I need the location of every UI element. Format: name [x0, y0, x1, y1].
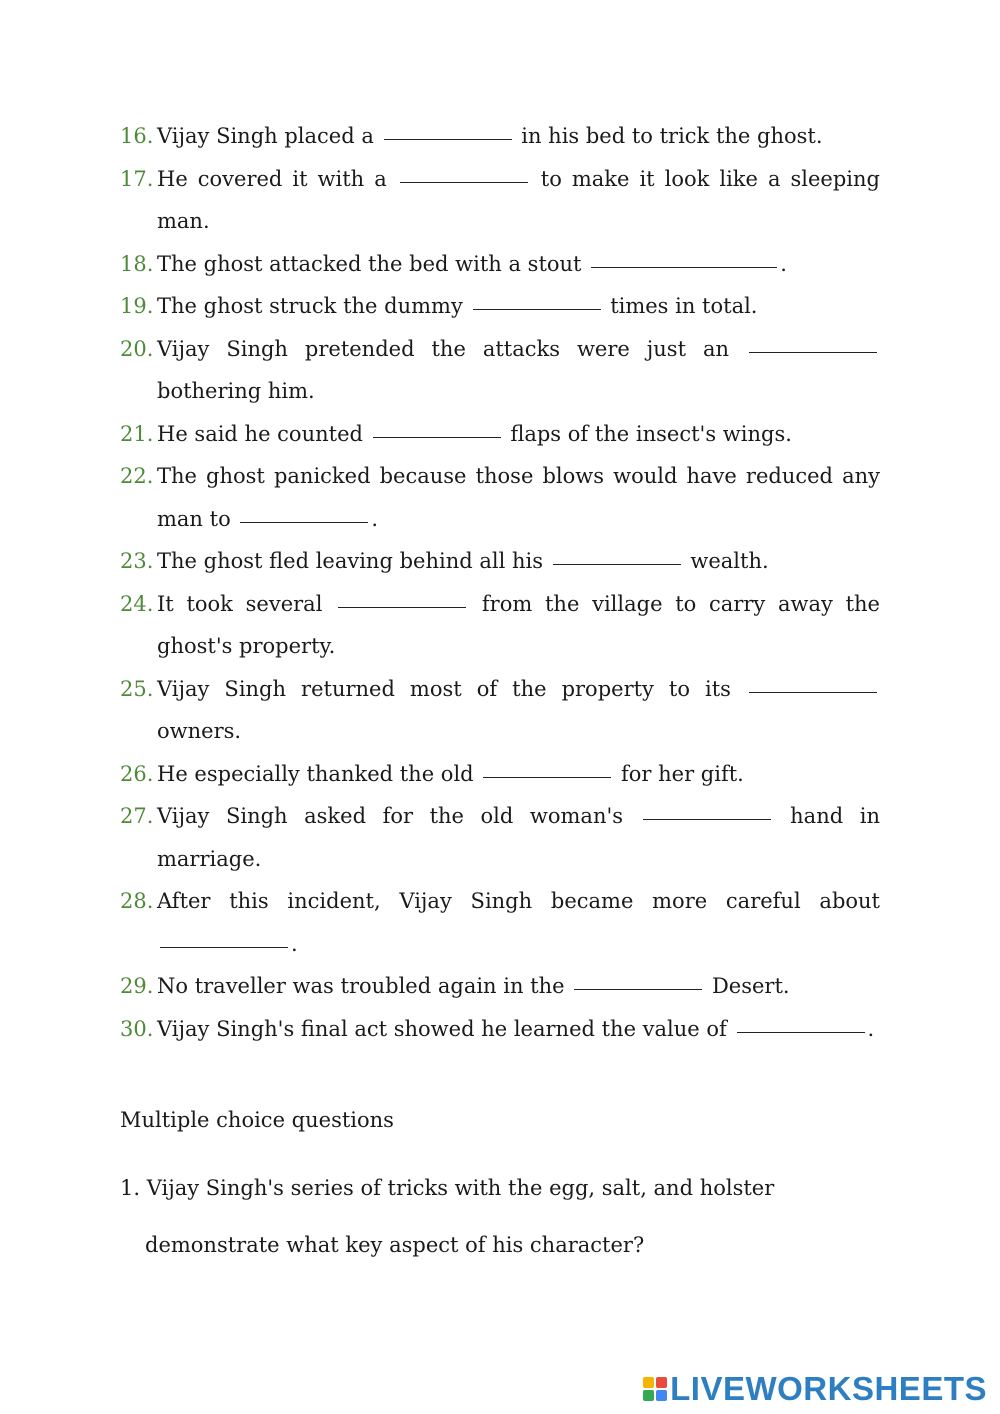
question-text-post: .: [291, 931, 298, 956]
fill-in-blanks-list: [120, 115, 880, 1050]
question-text: [157, 753, 880, 796]
question-number: 24.: [120, 591, 154, 616]
mcq-question-1: [120, 1160, 860, 1274]
answer-blank[interactable]: [240, 521, 368, 523]
logo-square-blue: [656, 1390, 667, 1401]
liveworksheets-logo: [643, 1372, 987, 1405]
question-text-post: from the village to carry away the ghost's property.: [157, 591, 880, 658]
question-text-pre: Vijay Singh asked for the old woman's: [157, 804, 624, 828]
question-text-pre: The ghost struck the dummy: [157, 294, 463, 318]
question-18: [120, 243, 880, 286]
question-22: [120, 455, 880, 540]
question-text-pre: No traveller was troubled again in the: [157, 974, 565, 998]
question-number: 27.: [120, 804, 154, 828]
question-text-pre: He covered it with a: [157, 166, 387, 191]
question-text: [157, 583, 880, 668]
question-text-pre: Vijay Singh's final act showed he learned the value of: [157, 1016, 727, 1041]
question-text-pre: The ghost panicked because those blows would have reduced any man to: [157, 464, 880, 531]
question-number: 22.: [120, 464, 154, 488]
question-number: 26.: [120, 761, 154, 786]
question-text-pre: He said he counted: [157, 421, 363, 446]
answer-blank[interactable]: [384, 138, 512, 140]
question-number: 20.: [120, 336, 154, 361]
answer-blank[interactable]: [338, 606, 466, 608]
liveworksheets-wordmark: LIVEWORKSHEETS: [670, 1370, 987, 1407]
logo-square-yellow: [643, 1377, 654, 1388]
question-19: [120, 285, 880, 328]
answer-blank[interactable]: [483, 776, 611, 778]
question-text-post: .: [780, 251, 787, 276]
question-16: [120, 115, 880, 158]
question-30: [120, 1008, 880, 1051]
question-text-post: .: [371, 506, 379, 531]
answer-blank[interactable]: [160, 946, 288, 948]
question-text-pre: Vijay Singh returned most of the property to its: [157, 676, 731, 701]
answer-blank[interactable]: [373, 436, 501, 438]
question-number: 19.: [120, 294, 154, 318]
question-text-post: times in total.: [610, 294, 758, 318]
question-23: [120, 540, 880, 583]
question-text: [157, 285, 880, 328]
question-number: 17.: [120, 166, 154, 191]
question-text-pre: Vijay Singh pretended the attacks were just an: [157, 336, 730, 361]
question-text: [157, 1008, 880, 1051]
question-number: 28.: [120, 889, 154, 913]
question-text: [157, 115, 880, 158]
mcq-heading: Multiple choice questions: [120, 1108, 394, 1132]
question-text: [157, 668, 880, 753]
answer-blank[interactable]: [473, 308, 601, 310]
mcq-question-line-2: demonstrate what key aspect of his character?: [145, 1233, 645, 1257]
question-text-pre: Vijay Singh placed a: [157, 124, 374, 148]
question-text: [157, 328, 880, 413]
answer-blank[interactable]: [749, 691, 877, 693]
question-text-pre: The ghost fled leaving behind all his: [157, 549, 543, 573]
question-number: 23.: [120, 549, 154, 573]
liveworksheets-logo-icon: [643, 1377, 667, 1401]
answer-blank[interactable]: [574, 988, 702, 990]
question-text: [157, 455, 880, 540]
question-text-post: for her gift.: [621, 761, 744, 786]
question-text: [157, 880, 880, 965]
logo-square-green: [643, 1390, 654, 1401]
question-text-pre: After this incident, Vijay Singh became more careful about: [157, 889, 880, 913]
question-text-post: Desert.: [711, 974, 790, 998]
question-24: [120, 583, 880, 668]
answer-blank[interactable]: [737, 1031, 865, 1033]
question-text-post: flaps of the insect's wings.: [510, 421, 792, 446]
question-text-pre: It took several: [157, 591, 323, 616]
question-text-post: .: [867, 1016, 875, 1041]
question-text-post: to make it look like a sleeping man.: [157, 166, 880, 233]
question-text-post: hand in marriage.: [157, 804, 880, 871]
question-number: 30.: [120, 1016, 154, 1041]
mcq-question-line-1: 1. Vijay Singh's series of tricks with the egg, salt, and holster: [120, 1176, 775, 1200]
question-number: 16.: [120, 124, 154, 148]
question-number: 29.: [120, 974, 154, 998]
question-26: [120, 753, 880, 796]
question-number: 25.: [120, 676, 154, 701]
question-25: [120, 668, 880, 753]
question-text: [157, 795, 880, 880]
question-text: [157, 413, 880, 456]
question-text: [157, 243, 880, 286]
logo-square-red: [656, 1377, 667, 1388]
question-28: [120, 880, 880, 965]
answer-blank[interactable]: [553, 563, 681, 565]
question-text-post: wealth.: [690, 549, 769, 573]
answer-blank[interactable]: [643, 818, 771, 820]
question-text-post: owners.: [157, 719, 242, 743]
question-17: [120, 158, 880, 243]
answer-blank[interactable]: [400, 181, 528, 183]
question-text: [157, 158, 880, 243]
question-text: [157, 965, 880, 1008]
question-text-post: bothering him.: [157, 379, 315, 403]
question-text: [157, 540, 880, 583]
answer-blank[interactable]: [749, 351, 877, 353]
question-text-pre: The ghost attacked the bed with a stout: [157, 251, 582, 276]
question-text-post: in his bed to trick the ghost.: [521, 124, 823, 148]
answer-blank[interactable]: [591, 266, 777, 268]
question-29: [120, 965, 880, 1008]
question-27: [120, 795, 880, 880]
question-number: 21.: [120, 421, 154, 446]
question-number: 18.: [120, 251, 154, 276]
question-20: [120, 328, 880, 413]
question-21: [120, 413, 880, 456]
question-text-pre: He especially thanked the old: [157, 761, 474, 786]
